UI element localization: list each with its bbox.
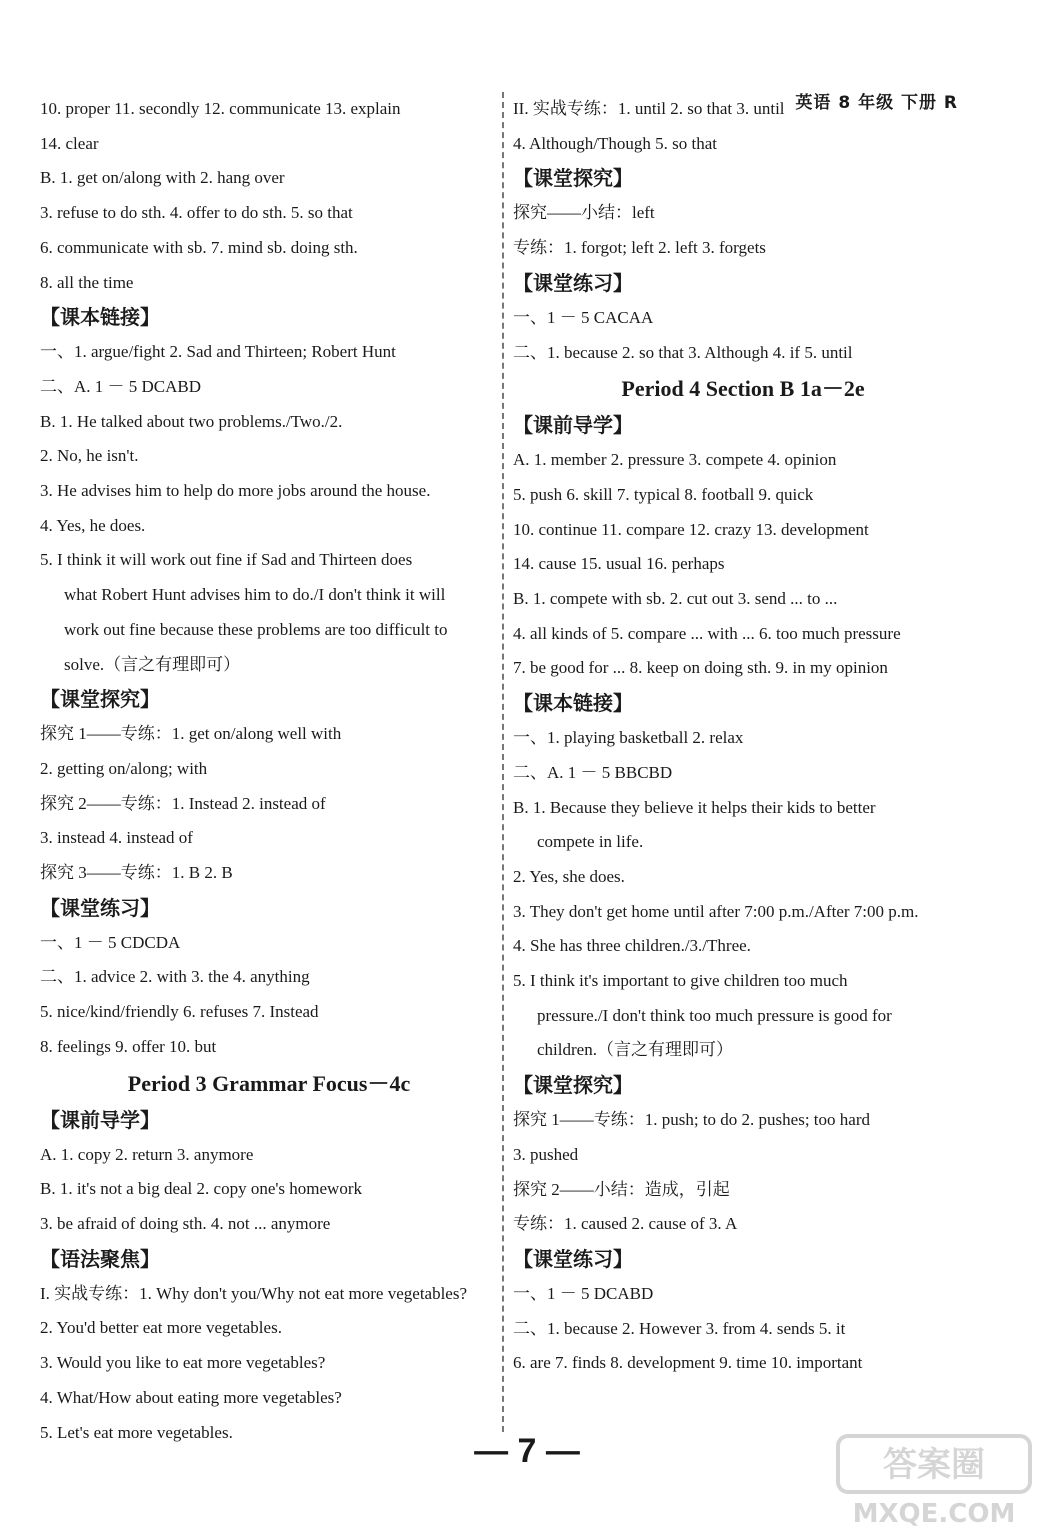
answer-line: 探究 2——专练：1. Instead 2. instead of: [40, 793, 326, 813]
answer-line: 5. push 6. skill 7. typical 8. football 9. quick: [513, 484, 814, 504]
column-divider: [502, 92, 504, 1432]
answer-line: 专练：1. forgot; left 2. left 3. forgets: [513, 238, 766, 258]
answer-line: 2. getting on/along; with: [40, 758, 208, 778]
section-heading: 【课堂探究】: [513, 166, 633, 191]
answer-line: I. 实战专练：1. Why don't you/Why not eat more vegetables?: [40, 1283, 468, 1303]
watermark-logo: [834, 1432, 1034, 1528]
answer-line: B. 1. Because they believe it helps their kids to better: [513, 797, 876, 817]
answer-line: 专练：1. caused 2. cause of 3. A: [513, 1214, 738, 1234]
answer-line: 探究——小结：left: [513, 203, 655, 223]
answer-line: children.（言之有理即可）: [537, 1040, 733, 1060]
answer-line: 4. What/How about eating more vegetables?: [40, 1387, 342, 1407]
page-header: 英语 8 年级 下册 R: [795, 93, 958, 113]
answer-line: 5. nice/kind/friendly 6. refuses 7. Instead: [40, 1002, 319, 1022]
answer-line: 一、1 － 5 DCABD: [513, 1283, 654, 1303]
answer-line: 一、1. argue/fight 2. Sad and Thirteen; Robert Hunt: [40, 342, 396, 362]
answer-line: 10. proper 11. secondly 12. communicate 13. explain: [40, 99, 401, 118]
answer-line: B. 1. He talked about two problems./Two./2.: [40, 411, 343, 431]
answer-line: 探究 1——专练：1. get on/along well with: [40, 724, 342, 744]
right-column: [513, 92, 973, 1381]
answer-line: 4. Although/Though 5. so that: [513, 133, 717, 153]
answer-line: compete in life.: [537, 832, 644, 852]
answer-line: B. 1. it's not a big deal 2. copy one's homework: [40, 1179, 362, 1199]
answer-line: 一、1 － 5 CDCDA: [40, 932, 181, 952]
answer-line: work out fine because these problems are too difficult to: [64, 619, 448, 639]
section-heading: 【课堂探究】: [40, 687, 160, 712]
answer-line: 2. No, he isn't.: [40, 446, 139, 466]
section-heading: 【课前导学】: [40, 1107, 160, 1132]
answer-line: 探究 1——专练：1. push; to do 2. pushes; too hard: [513, 1110, 870, 1130]
answer-line: 2. Yes, she does.: [513, 866, 625, 886]
answer-line: 二、1. advice 2. with 3. the 4. anything: [40, 967, 310, 987]
answer-line: 一、1 － 5 CACAA: [513, 307, 654, 327]
answer-line: 二、1. because 2. However 3. from 4. sends 5. it: [513, 1318, 846, 1338]
period-title: Period 3 Grammar Focus－4c: [127, 1070, 411, 1096]
answer-line: 3. refuse to do sth. 4. offer to do sth. 5. so that: [40, 203, 353, 223]
period-title: Period 4 Section B 1a－2e: [621, 376, 865, 402]
section-heading: 【课堂练习】: [513, 270, 633, 295]
answer-line: 3. pushed: [513, 1144, 579, 1164]
answer-line: 4. all kinds of 5. compare ... with ... 6. too much pressure: [513, 623, 901, 643]
answer-line: 8. all the time: [40, 272, 134, 292]
page-number: — 7 —: [474, 1432, 580, 1470]
answer-line: 14. cause 15. usual 16. perhaps: [513, 554, 725, 574]
answer-line: A. 1. member 2. pressure 3. compete 4. opinion: [513, 450, 837, 470]
answer-line: what Robert Hunt advises him to do./I don't think it will: [64, 585, 446, 605]
section-heading: 【课本链接】: [513, 691, 633, 716]
answer-line: 5. I think it will work out fine if Sad and Thirteen does: [40, 550, 413, 570]
answer-line: 二、A. 1 － 5 DCABD: [40, 376, 202, 396]
section-heading: 【课堂练习】: [513, 1246, 633, 1271]
answer-line: 3. instead 4. instead of: [40, 828, 193, 848]
watermark-text: MXQE.COM: [852, 1499, 1016, 1528]
answer-line: 8. feelings 9. offer 10. but: [40, 1036, 217, 1056]
answer-line: 4. Yes, he does.: [40, 515, 146, 535]
answer-line: 6. communicate with sb. 7. mind sb. doing sth.: [40, 237, 358, 257]
answer-line: pressure./I don't think too much pressure is good for: [537, 1005, 892, 1025]
section-heading: 【课堂探究】: [513, 1073, 633, 1098]
answer-line: 10. continue 11. compare 12. crazy 13. development: [513, 519, 869, 539]
svg-text:答案圈: 答案圈: [883, 1445, 985, 1485]
answer-line: 一、1. playing basketball 2. relax: [513, 728, 744, 748]
answer-line: 5. I think it's important to give children too much: [513, 971, 848, 991]
answer-line: 探究 2——小结：造成，引起: [513, 1179, 730, 1199]
answer-line: 5. Let's eat more vegetables.: [40, 1422, 233, 1442]
section-heading: 【语法聚焦】: [40, 1246, 160, 1271]
answer-line: 3. be afraid of doing sth. 4. not ... anymore: [40, 1213, 331, 1233]
section-heading: 【课堂练习】: [40, 895, 160, 920]
answer-line: II. 实战专练：1. until 2. so that 3. until: [513, 99, 785, 118]
answer-line: 3. They don't get home until after 7:00 p.m./After 7:00 p.m.: [513, 901, 919, 921]
answer-line: 3. Would you like to eat more vegetables?: [40, 1353, 326, 1373]
answer-line: 探究 3——专练：1. B 2. B: [40, 863, 233, 883]
answer-line: B. 1. compete with sb. 2. cut out 3. send ... to ...: [513, 589, 838, 609]
answer-line: 6. are 7. finds 8. development 9. time 10. important: [513, 1353, 863, 1373]
answer-line: 7. be good for ... 8. keep on doing sth. 9. in my opinion: [513, 658, 888, 678]
section-heading: 【课前导学】: [513, 413, 633, 438]
answer-line: solve.（言之有理即可）: [64, 654, 241, 674]
answer-line: 2. You'd better eat more vegetables.: [40, 1318, 282, 1338]
answer-line: 14. clear: [40, 133, 99, 153]
answer-line: 4. She has three children./3./Three.: [513, 936, 751, 956]
answer-line: 二、A. 1 － 5 BBCBD: [513, 762, 673, 782]
answer-line: A. 1. copy 2. return 3. anymore: [40, 1144, 254, 1164]
answer-line: B. 1. get on/along with 2. hang over: [40, 168, 285, 188]
left-column: [40, 92, 498, 1450]
section-heading: 【课本链接】: [40, 305, 160, 330]
answer-line: 二、1. because 2. so that 3. Although 4. if 5. until: [513, 342, 853, 362]
answer-line: 3. He advises him to help do more jobs around the house.: [40, 481, 431, 501]
